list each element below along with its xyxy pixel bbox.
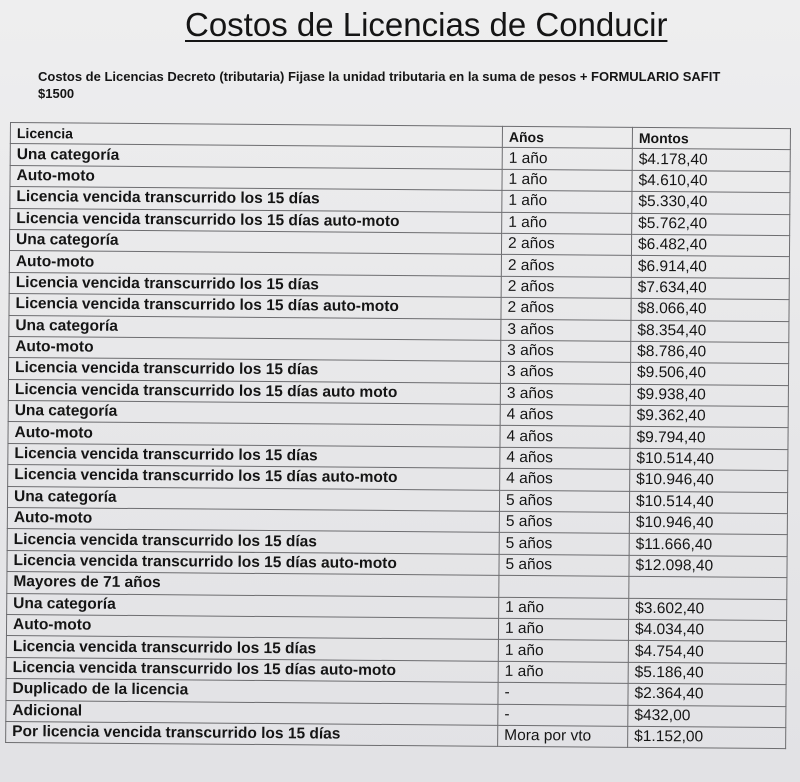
cell-licencia: Mayores de 71 años <box>7 572 499 597</box>
cell-anos: 2 años <box>501 297 631 319</box>
cell-anos: 4 años <box>500 469 630 491</box>
cell-montos: $5.330,40 <box>632 192 790 215</box>
cell-licencia: Licencia vencida transcurrido los 15 días <box>9 272 501 297</box>
cell-licencia: Auto-moto <box>9 336 501 361</box>
cell-licencia: Licencia vencida transcurrido los 15 días auto-moto <box>8 465 500 490</box>
cell-montos: $9.794,40 <box>630 427 788 450</box>
cell-licencia: Licencia vencida transcurrido los 15 días <box>7 529 499 554</box>
cell-licencia: Licencia vencida transcurrido los 15 días auto-moto <box>6 657 498 682</box>
cell-montos: $8.066,40 <box>631 299 789 322</box>
cell-montos: $5.762,40 <box>632 213 790 236</box>
cell-licencia: Auto-moto <box>8 422 500 447</box>
cell-montos: $4.754,40 <box>628 641 786 664</box>
cell-anos: 5 años <box>499 554 629 576</box>
cell-montos: $5.186,40 <box>628 662 786 685</box>
cell-anos: 1 año <box>498 661 628 683</box>
cell-licencia: Licencia vencida transcurrido los 15 días auto-moto <box>10 208 502 233</box>
cell-anos: 1 año <box>502 191 632 213</box>
cell-anos: 3 años <box>501 319 631 341</box>
cell-licencia: Auto-moto <box>7 508 499 533</box>
cell-montos: $1.152,00 <box>628 726 786 749</box>
cell-licencia: Licencia vencida transcurrido los 15 días <box>10 187 502 212</box>
cell-licencia: Una categoría <box>7 593 499 618</box>
cell-licencia: Una categoría <box>9 229 501 254</box>
cell-anos: 4 años <box>500 426 630 448</box>
cell-anos: 5 años <box>499 533 629 555</box>
cell-licencia: Licencia vencida transcurrido los 15 días auto moto <box>8 379 500 404</box>
cell-montos: $3.602,40 <box>629 598 787 621</box>
cell-montos <box>629 577 787 600</box>
cell-anos: 2 años <box>501 255 631 277</box>
cell-anos: 3 años <box>501 340 631 362</box>
cell-anos: 1 año <box>499 597 629 619</box>
cell-montos: $4.034,40 <box>628 619 786 642</box>
cell-montos: $8.786,40 <box>631 341 789 364</box>
cell-montos: $432,00 <box>628 705 786 728</box>
cell-montos: $8.354,40 <box>631 320 789 343</box>
cell-licencia: Licencia vencida transcurrido los 15 días auto-moto <box>9 294 501 319</box>
cell-montos: $10.514,40 <box>629 491 787 514</box>
cell-licencia: Por licencia vencida transcurrido los 15 días <box>6 721 498 746</box>
cell-anos: 3 años <box>500 383 630 405</box>
cell-montos: $2.364,40 <box>628 684 786 707</box>
cell-montos: $6.482,40 <box>631 234 789 257</box>
cell-licencia: Una categoría <box>8 401 500 426</box>
cell-anos: 5 años <box>499 511 629 533</box>
cell-anos: 2 años <box>501 276 631 298</box>
header-licencia: Licencia <box>10 123 502 148</box>
document-title: Costos de Licencias de Conducir <box>185 6 668 43</box>
cell-anos: 2 años <box>501 233 631 255</box>
cell-licencia: Licencia vencida transcurrido los 15 días <box>8 443 500 468</box>
cell-licencia: Adicional <box>6 700 498 725</box>
cell-anos: 4 años <box>500 404 630 426</box>
cell-anos: - <box>498 683 628 705</box>
cell-anos: 3 años <box>500 362 630 384</box>
cell-licencia: Una categoría <box>10 144 502 169</box>
license-costs-table <box>5 122 791 749</box>
cell-montos: $7.634,40 <box>631 277 789 300</box>
cell-anos: - <box>498 704 628 726</box>
cell-licencia: Una categoría <box>7 486 499 511</box>
cell-anos: 1 año <box>502 148 632 170</box>
cell-anos: 1 año <box>498 618 628 640</box>
cell-licencia: Auto-moto <box>10 165 502 190</box>
cell-montos: $4.610,40 <box>632 170 790 193</box>
cell-anos: 1 año <box>498 640 628 662</box>
cell-montos: $6.914,40 <box>631 256 789 279</box>
cell-montos: $9.938,40 <box>630 384 788 407</box>
cell-licencia: Auto-moto <box>9 251 501 276</box>
cell-montos: $4.178,40 <box>632 149 790 172</box>
cell-licencia: Auto-moto <box>6 614 498 639</box>
cell-licencia: Licencia vencida transcurrido los 15 días auto-moto <box>7 550 499 575</box>
cell-licencia: Licencia vencida transcurrido los 15 días <box>8 358 500 383</box>
intro-text: Costos de Licencias Decreto (tributaria) Fijase la unidad tributaria en la suma de pesos + FORMULARIO SAFIT $1500 <box>38 69 721 101</box>
cell-montos: $9.506,40 <box>630 363 788 386</box>
cell-montos: $11.666,40 <box>629 534 787 557</box>
cell-montos: $10.946,40 <box>630 470 788 493</box>
cell-anos <box>499 576 629 598</box>
cell-anos: 4 años <box>500 447 630 469</box>
header-montos: Montos <box>632 127 790 150</box>
cell-anos: 1 año <box>502 212 632 234</box>
cell-anos: 1 año <box>502 169 632 191</box>
cell-anos: Mora por vto <box>498 725 628 747</box>
cell-licencia: Licencia vencida transcurrido los 15 días <box>6 636 498 661</box>
cell-montos: $9.362,40 <box>630 405 788 428</box>
cell-anos: 5 años <box>499 490 629 512</box>
header-anos: Años <box>502 126 632 148</box>
cell-montos: $10.946,40 <box>629 512 787 535</box>
cell-licencia: Duplicado de la licencia <box>6 679 498 704</box>
cell-montos: $12.098,40 <box>629 555 787 578</box>
cell-licencia: Una categoría <box>9 315 501 340</box>
cell-montos: $10.514,40 <box>630 448 788 471</box>
